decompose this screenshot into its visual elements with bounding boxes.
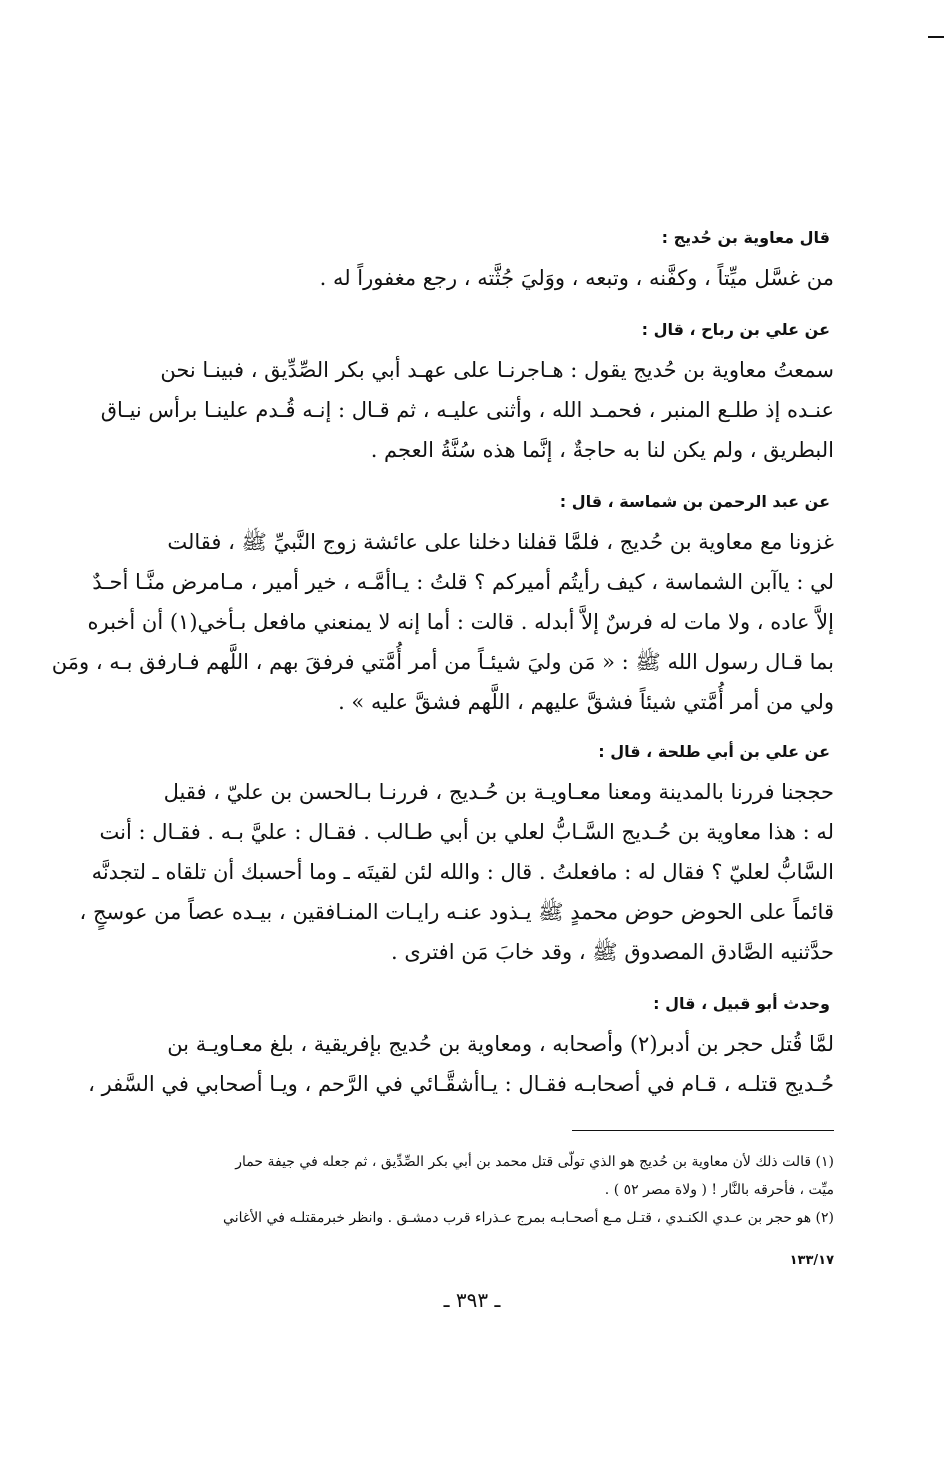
text-line: عنـده إذ طلـع المنبر ، فحمـد الله ، وأثنى عليـه ، ثم قـال : إنـه قُـدم علينـا برأس نيـاق	[100, 398, 834, 422]
section-3	[51, 490, 834, 722]
footnote-divider	[572, 1130, 834, 1131]
section-heading: عن علي بن رباح ، قال :	[641, 320, 830, 339]
section-heading: قال معاوية بن حُديج :	[661, 228, 830, 247]
text-line: له : هذا معاوية بن حُـديج السَّـابُّ لعلي بن أبي طـالب . فقـال : عليَّ بـه . فقـال : أنت	[99, 820, 834, 844]
text-line: سمعتُ معاوية بن حُديج يقول : هـاجرنـا على عهـد أبي بكر الصِّدِّيق ، فبينـا نحن	[160, 358, 834, 382]
text-line: السَّابُّ لعليّ ؟ فقال له : مافعلتُ . قال : والله لئن لقيتَه ـ وما أحسبك أن تلقاه ـ لتجدنَّه	[91, 860, 834, 884]
section-paragraph	[100, 350, 834, 470]
text-line: ولي من أمر أُمَّتي شيئاً فشقَّ عليهم ، اللَّهم فشقَّ عليه » .	[338, 690, 834, 714]
text-line: لي : ياآبن الشماسة ، كيف رأيتُم أميركم ؟ قلتُ : يـاأمَّـه ، خير أمير ، مـامرض منَّـا أحـدٌ	[92, 570, 834, 594]
text-line: غزونا مع معاوية بن حُديج ، فلمَّا قفلنا دخلنا على عائشة زوج النَّبيِّ ﷺ ، فقالت	[167, 530, 834, 554]
section-heading: عن علي بن أبي طلحة ، قال :	[598, 742, 830, 761]
section-5	[88, 992, 834, 1104]
text-line: حُـديج قتلـه ، قـام في أصحابـه فقـال : يـاأشقَّـائي في الرَّحم ، ويـا أصحابي في السَّفر ،	[88, 1072, 834, 1096]
section-1	[140, 226, 834, 298]
section-paragraph	[140, 258, 834, 298]
page-number: ـ ٣٩٣ ـ	[443, 1288, 501, 1312]
footnote-line: (٢) هو حجر بن عـدي الكنـدي ، قتـل مـع أصحـابـه بمرج عـذراء قرب دمشـق . وانظر خبرمقتلـه في الأغاني	[223, 1210, 834, 1226]
text-line: لمَّا قُتل حجر بن أدبر(٢) وأصحابه ، ومعاوية بن حُديج بإفريقية ، بلغ معـاويـة بن	[167, 1032, 834, 1056]
section-paragraph	[88, 1024, 834, 1104]
section-paragraph	[79, 772, 834, 972]
text-line: حدَّثنيه الصَّادق المصدوق ﷺ ، وقد خابَ مَن افترى .	[390, 940, 834, 964]
edge-mark	[928, 36, 944, 38]
footnote-line: ميِّت ، فأحرقه بالنَّار ! ( ولاة مصر ٥٢ ) .	[604, 1182, 834, 1198]
text-line: البطريق ، ولم يكن لنا به حاجةٌ ، إنَّما هذه سُنَّةُ العجم .	[370, 438, 834, 462]
text-line: حججنا فررنا بالمدينة ومعنا معـاويـة بن حُـديج ، فررنـا بـالحسن بن عليّ ، فقيل	[163, 780, 834, 804]
section-heading: عن عبد الرحمن بن شماسة ، قال :	[559, 492, 830, 511]
text-line: قائماً على الحوض حوض محمدٍ ﷺ يـذود عنـه رايـات المنـافقين ، بيـده عصاً من عوسجٍ ،	[79, 900, 834, 924]
text-line: بما قـال رسول الله ﷺ : « مَن وليَ شيئـاً من أمر أُمَّتي فرفقَ بهم ، اللَّهم فـارفق بـه ، ومَن	[51, 650, 834, 674]
section-4	[79, 740, 834, 972]
text-line: من غسَّل ميِّتاً ، وكفَّنه ، وتبعه ، ووَليَ جُثَّته ، رجع مغفوراً له .	[319, 266, 834, 290]
section-2	[100, 318, 834, 470]
section-paragraph	[51, 522, 834, 722]
footnotes	[140, 1148, 834, 1232]
text-line: إلاَّ عاده ، ولا مات له فرسٌ إلاَّ أبدله . قالت : أما إنه لا يمنعني مافعل بـأخي(١) أن أخبره	[87, 610, 834, 634]
footnote-line: (١) قالت ذلك لأن معاوية بن حُديج هو الذي تولّى قتل محمد بن أبي بكر الصِّدِّيق ، ثم جعله في جيفة حمار	[235, 1154, 834, 1170]
section-heading: وحدث أبو قبيل ، قال :	[653, 994, 830, 1013]
signature-code: ١٣٣/١٧	[789, 1253, 834, 1268]
